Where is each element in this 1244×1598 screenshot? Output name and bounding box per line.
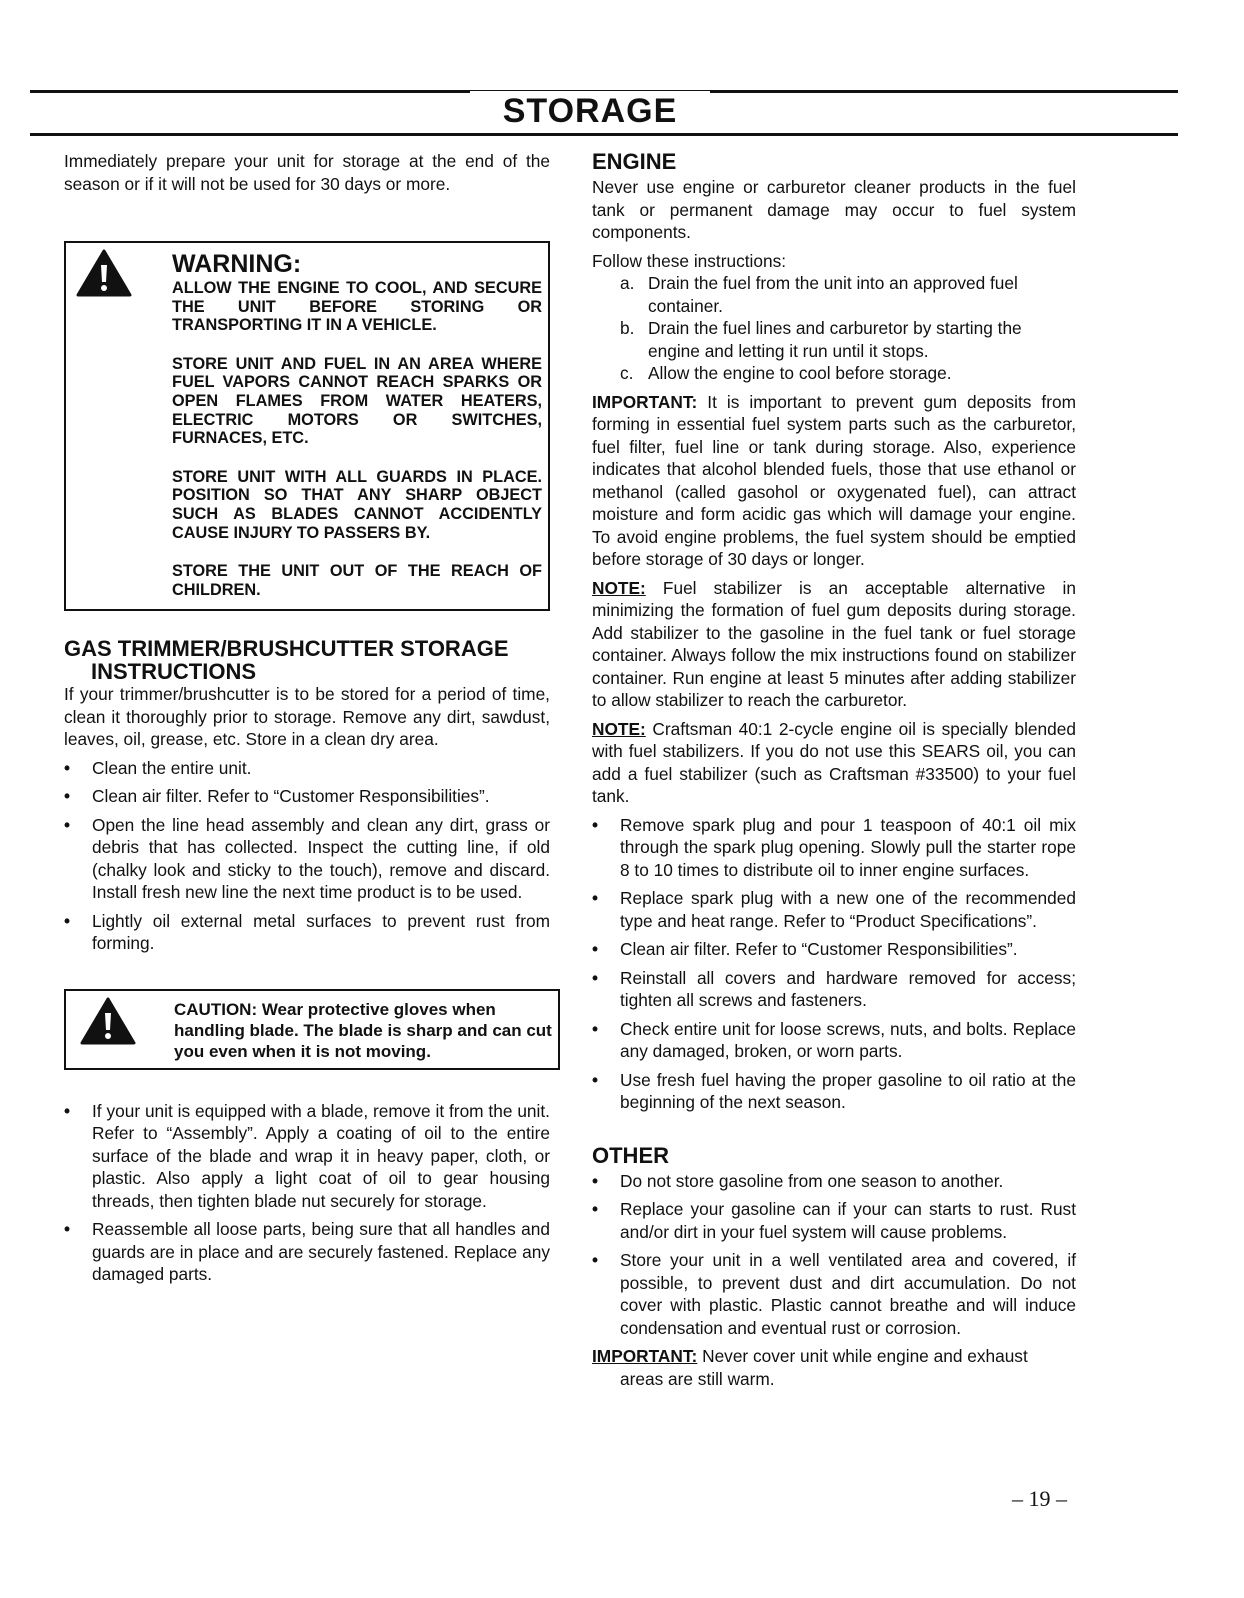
gas-storage-list — [64, 757, 550, 955]
gas-storage-intro: If your trimmer/brushcutter is to be stored for a period of time, clean it thoroughly prior to storage. Remove any dirt, sawdust, leaves, oil, grease, etc. Store in a clean dry area. — [64, 684, 550, 750]
list-item: • Do not store gasoline from one season to another. — [592, 1170, 1076, 1193]
list-item: • Clean the entire unit. — [64, 757, 550, 780]
warning-paragraph: ALLOW THE ENGINE TO COOL, AND SECURE THE UNIT BEFORE STORING OR TRANSPORTING IT IN A VEHICLE. — [172, 279, 542, 335]
list-item: • Remove spark plug and pour 1 teaspoon of 40:1 oil mix through the spark plug opening. Slowly pull the starter rope 8 to 10 times to distribute oil to inner engine surfaces. — [592, 814, 1076, 882]
caution-box — [64, 989, 560, 1070]
other-list — [592, 1170, 1076, 1340]
note-label: NOTE: — [592, 577, 646, 598]
list-item: • Reinstall all covers and hardware removed for access; tighten all screws and fasteners. — [592, 967, 1076, 1012]
left-column — [64, 150, 550, 1292]
list-item: • Use fresh fuel having the proper gasoline to oil ratio at the beginning of the next season. — [592, 1069, 1076, 1114]
important-text: It is important to prevent gum deposits from forming in essential fuel system parts such as the carburetor, fuel filter, fuel line or tank during storage. Also, experience indicates that alcohol blended fuels, those that use ethanol or methanol (called gasohol or oxygenated fuel), can attract moisture and form acidic gas which will damage your engine. To avoid engine problems, the fuel system should be emptied before storage of 30 days or longer. — [592, 391, 1076, 569]
list-item: • Replace spark plug with a new one of the recommended type and heat range. Refer to “Product Specifications”. — [592, 887, 1076, 932]
important-label: IMPORTANT: — [592, 391, 698, 412]
warning-heading: WARNING: — [172, 250, 302, 278]
list-item: • Clean air filter. Refer to “Customer Responsibilities”. — [592, 938, 1076, 961]
caution-text: CAUTION: Wear protective gloves when handling blade. The blade is sharp and can cut you even when it is not moving. — [174, 999, 552, 1061]
final-important-line1: Never cover unit while engine and exhaust — [702, 1346, 1028, 1366]
list-item: • Clean air filter. Refer to “Customer Responsibilities”. — [64, 785, 550, 808]
note-label: NOTE: — [592, 718, 646, 739]
step-item: c. Allow the engine to cool before storage. — [592, 362, 1076, 385]
gas-storage-heading — [64, 637, 550, 683]
page-title: STORAGE — [470, 91, 710, 131]
important-paragraph — [592, 391, 1076, 571]
engine-storage-list — [592, 814, 1076, 1114]
note-paragraph — [592, 718, 1076, 808]
note-text: Craftsman 40:1 2-cycle engine oil is specially blended with fuel stabilizers. If you do not use this SEARS oil, you can add a fuel stabilizer (such as Craftsman #33500) to your fuel tank. — [592, 718, 1076, 806]
gas-storage-heading-line1: GAS TRIMMER/BRUSHCUTTER STORAGE — [64, 636, 509, 662]
warning-paragraph: STORE THE UNIT OUT OF THE REACH OF CHILDREN. — [172, 562, 542, 599]
list-item: • If your unit is equipped with a blade, remove it from the unit. Refer to “Assembly”. Apply a coating of oil to the entire surface of the blade and wrap it in heavy paper, cloth, or plastic. Also apply a light coat of oil to gear housing threads, then tighten blade nut securely for storage. — [64, 1100, 550, 1213]
storage-intro: Immediately prepare your unit for storage at the end of the season or if it will not be used for 30 days or more. — [64, 151, 550, 194]
other-heading: OTHER — [592, 1142, 669, 1168]
engine-intro: Never use engine or carburetor cleaner products in the fuel tank or permanent damage may occur to fuel system components. — [592, 177, 1076, 242]
gas-storage-heading-line2: INSTRUCTIONS — [91, 659, 256, 685]
list-item: • Store your unit in a well ventilated area and covered, if possible, to prevent dust and dirt accumulation. Do not cover with plastic. Plastic cannot breathe and will induce condensation and eventual rust or corrosion. — [592, 1249, 1076, 1339]
warning-box — [64, 241, 550, 611]
engine-heading: ENGINE — [592, 149, 677, 174]
final-important-line2: areas are still warm. — [620, 1368, 775, 1389]
blade-storage-list — [64, 1100, 550, 1286]
list-item: • Open the line head assembly and clean any dirt, grass or debris that has collected. Inspect the cutting line, if old (chalky look and sticky to the touch), remove and discard. Install fresh new line the next time product is to be used. — [64, 814, 550, 904]
page-number: – 19 – — [1012, 1486, 1067, 1511]
right-column — [592, 150, 1076, 1396]
note-text: Fuel stabilizer is an acceptable alternative in minimizing the formation of fuel gum deposits during storage. Add stabilizer to the gasoline in the fuel tank or fuel storage container. Always follow the mix instructions found on stabilizer container. Run engine at least 5 minutes after adding stabilizer to allow stabilizer to reach the carburetor. — [592, 577, 1076, 710]
warning-paragraph: STORE UNIT WITH ALL GUARDS IN PLACE. POSITION SO THAT ANY SHARP OBJECT SUCH AS BLADES CANNOT ACCIDENTLY CAUSE INJURY TO PASSERS BY. — [172, 467, 542, 542]
list-item: • Replace your gasoline can if your can starts to rust. Rust and/or dirt in your fuel system will cause problems. — [592, 1198, 1076, 1243]
bottom-rule — [30, 133, 1178, 136]
warning-paragraph: STORE UNIT AND FUEL IN AN AREA WHERE FUEL VAPORS CANNOT REACH SPARKS OR OPEN FLAMES FROM WATER HEATERS, ELECTRIC MOTORS OR SWITCHES, FURNACES, ETC. — [172, 354, 542, 448]
list-item: • Lightly oil external metal surfaces to prevent rust from forming. — [64, 910, 550, 955]
list-item: • Check entire unit for loose screws, nuts, and bolts. Replace any damaged, broken, or worn parts. — [592, 1018, 1076, 1063]
follow-instructions: Follow these instructions: — [592, 250, 787, 271]
step-item: b. Drain the fuel lines and carburetor by starting the engine and letting it run until it stops. — [592, 317, 1076, 362]
final-important-label: IMPORTANT: — [592, 1346, 698, 1366]
note-paragraph — [592, 577, 1076, 712]
caution-hazard-icon — [80, 997, 136, 1045]
final-important — [592, 1345, 1076, 1390]
engine-steps — [592, 272, 1076, 385]
step-item: a. Drain the fuel from the unit into an approved fuel container. — [592, 272, 1076, 317]
list-item: • Reassemble all loose parts, being sure that all handles and guards are in place and are securely fastened. Replace any damaged parts. — [64, 1218, 550, 1286]
warning-hazard-icon — [76, 249, 132, 297]
